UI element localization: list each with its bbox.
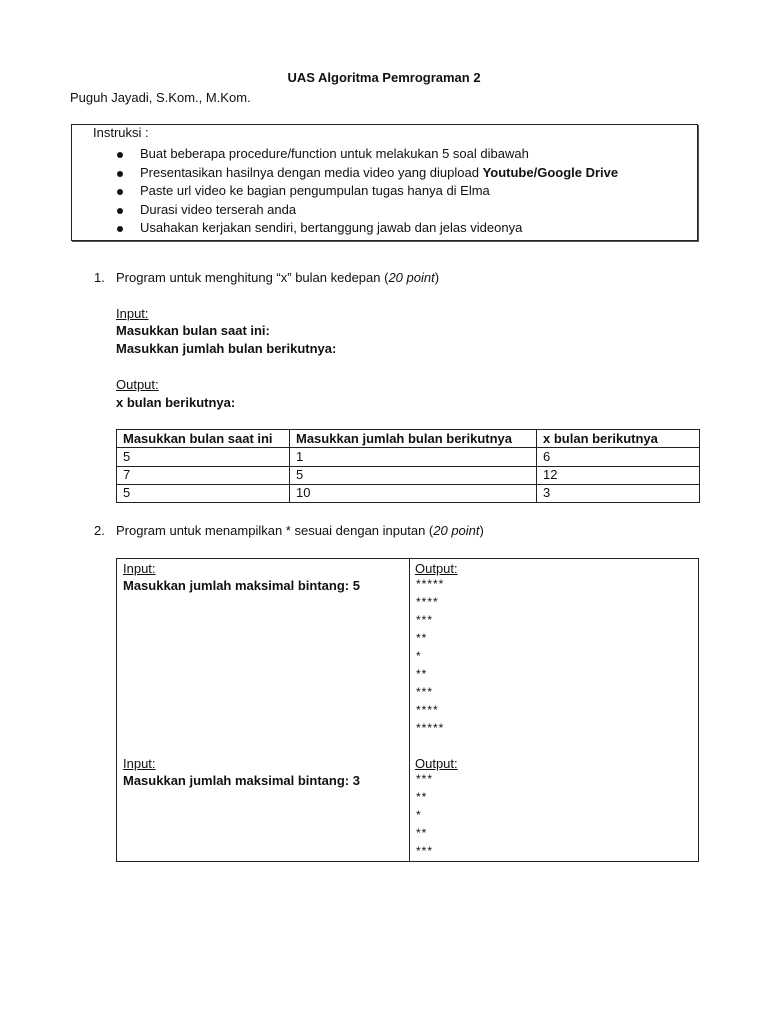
- table-cell: 3: [537, 484, 700, 502]
- q1-output-label: Output:: [116, 377, 159, 392]
- table-row: [117, 484, 700, 502]
- q2-example-1-stars: [416, 575, 444, 737]
- star-row: ***: [416, 772, 434, 786]
- star-row: **: [416, 790, 428, 804]
- star-row: *****: [416, 721, 445, 735]
- table-row: [117, 466, 700, 484]
- question-2-heading: 2. Program untuk menampilkan * sesuai dengan inputan (20 point): [94, 523, 484, 538]
- q2-example-1-input-text: Masukkan jumlah maksimal bintang: 5: [123, 578, 360, 593]
- table-cell: 6: [537, 448, 700, 466]
- table-cell: 12: [537, 466, 700, 484]
- star-row: ****: [416, 703, 439, 717]
- author-name: Puguh Jayadi, S.Kom., M.Kom.: [70, 90, 251, 105]
- table-cell: 10: [290, 484, 537, 502]
- table-row: [117, 448, 700, 466]
- q1-input-line-2: Masukkan jumlah bulan berikutnya:: [116, 341, 337, 356]
- q2-example-2-input-label: Input:: [123, 756, 156, 771]
- star-row: ****: [416, 595, 439, 609]
- table-header-row: [117, 430, 700, 448]
- star-row: ***: [416, 685, 434, 699]
- star-row: **: [416, 631, 428, 645]
- q2-example-box: [116, 558, 699, 862]
- table-header-cell: Masukkan jumlah bulan berikutnya: [290, 430, 537, 448]
- table-cell: 5: [290, 466, 537, 484]
- instructions-list: [116, 145, 618, 238]
- q1-input-line-1: Masukkan bulan saat ini:: [116, 323, 270, 338]
- table-cell: 1: [290, 448, 537, 466]
- q2-example-2-stars: [416, 770, 433, 860]
- q2-example-2-output-label: Output:: [415, 756, 458, 771]
- q2-example-1-input-label: Input:: [123, 561, 156, 576]
- column-divider: [409, 559, 410, 861]
- q1-input-label: Input:: [116, 306, 149, 321]
- instruction-item: Presentasikan hasilnya dengan media video yang diupload Youtube/Google Drive: [116, 164, 618, 183]
- table-cell: 5: [117, 448, 290, 466]
- instructions-box: [71, 124, 698, 241]
- star-row: *: [416, 808, 422, 822]
- star-row: **: [416, 826, 428, 840]
- q1-output-line-1: x bulan berikutnya:: [116, 395, 236, 410]
- star-row: *****: [416, 577, 445, 591]
- star-row: ***: [416, 613, 434, 627]
- instruction-item: Usahakan kerjakan sendiri, bertanggung jawab dan jelas videonya: [116, 219, 618, 238]
- table-header-cell: x bulan berikutnya: [537, 430, 700, 448]
- instruction-item: Paste url video ke bagian pengumpulan tugas hanya di Elma: [116, 182, 618, 201]
- document-title: UAS Algoritma Pemrograman 2: [287, 70, 481, 85]
- table-header-cell: Masukkan bulan saat ini: [117, 430, 290, 448]
- star-row: **: [416, 667, 428, 681]
- q2-example-1-output-label: Output:: [415, 561, 458, 576]
- q1-example-table: [116, 429, 700, 503]
- question-1-heading: 1. Program untuk menghitung “x” bulan kedepan (20 point): [94, 270, 440, 285]
- table-cell: 7: [117, 466, 290, 484]
- table-cell: 5: [117, 484, 290, 502]
- star-row: *: [416, 649, 422, 663]
- q2-example-2-input-text: Masukkan jumlah maksimal bintang: 3: [123, 773, 360, 788]
- star-row: ***: [416, 844, 434, 858]
- instruction-item: Durasi video terserah anda: [116, 201, 618, 220]
- instructions-heading: Instruksi :: [93, 125, 149, 140]
- instruction-item: Buat beberapa procedure/function untuk melakukan 5 soal dibawah: [116, 145, 618, 164]
